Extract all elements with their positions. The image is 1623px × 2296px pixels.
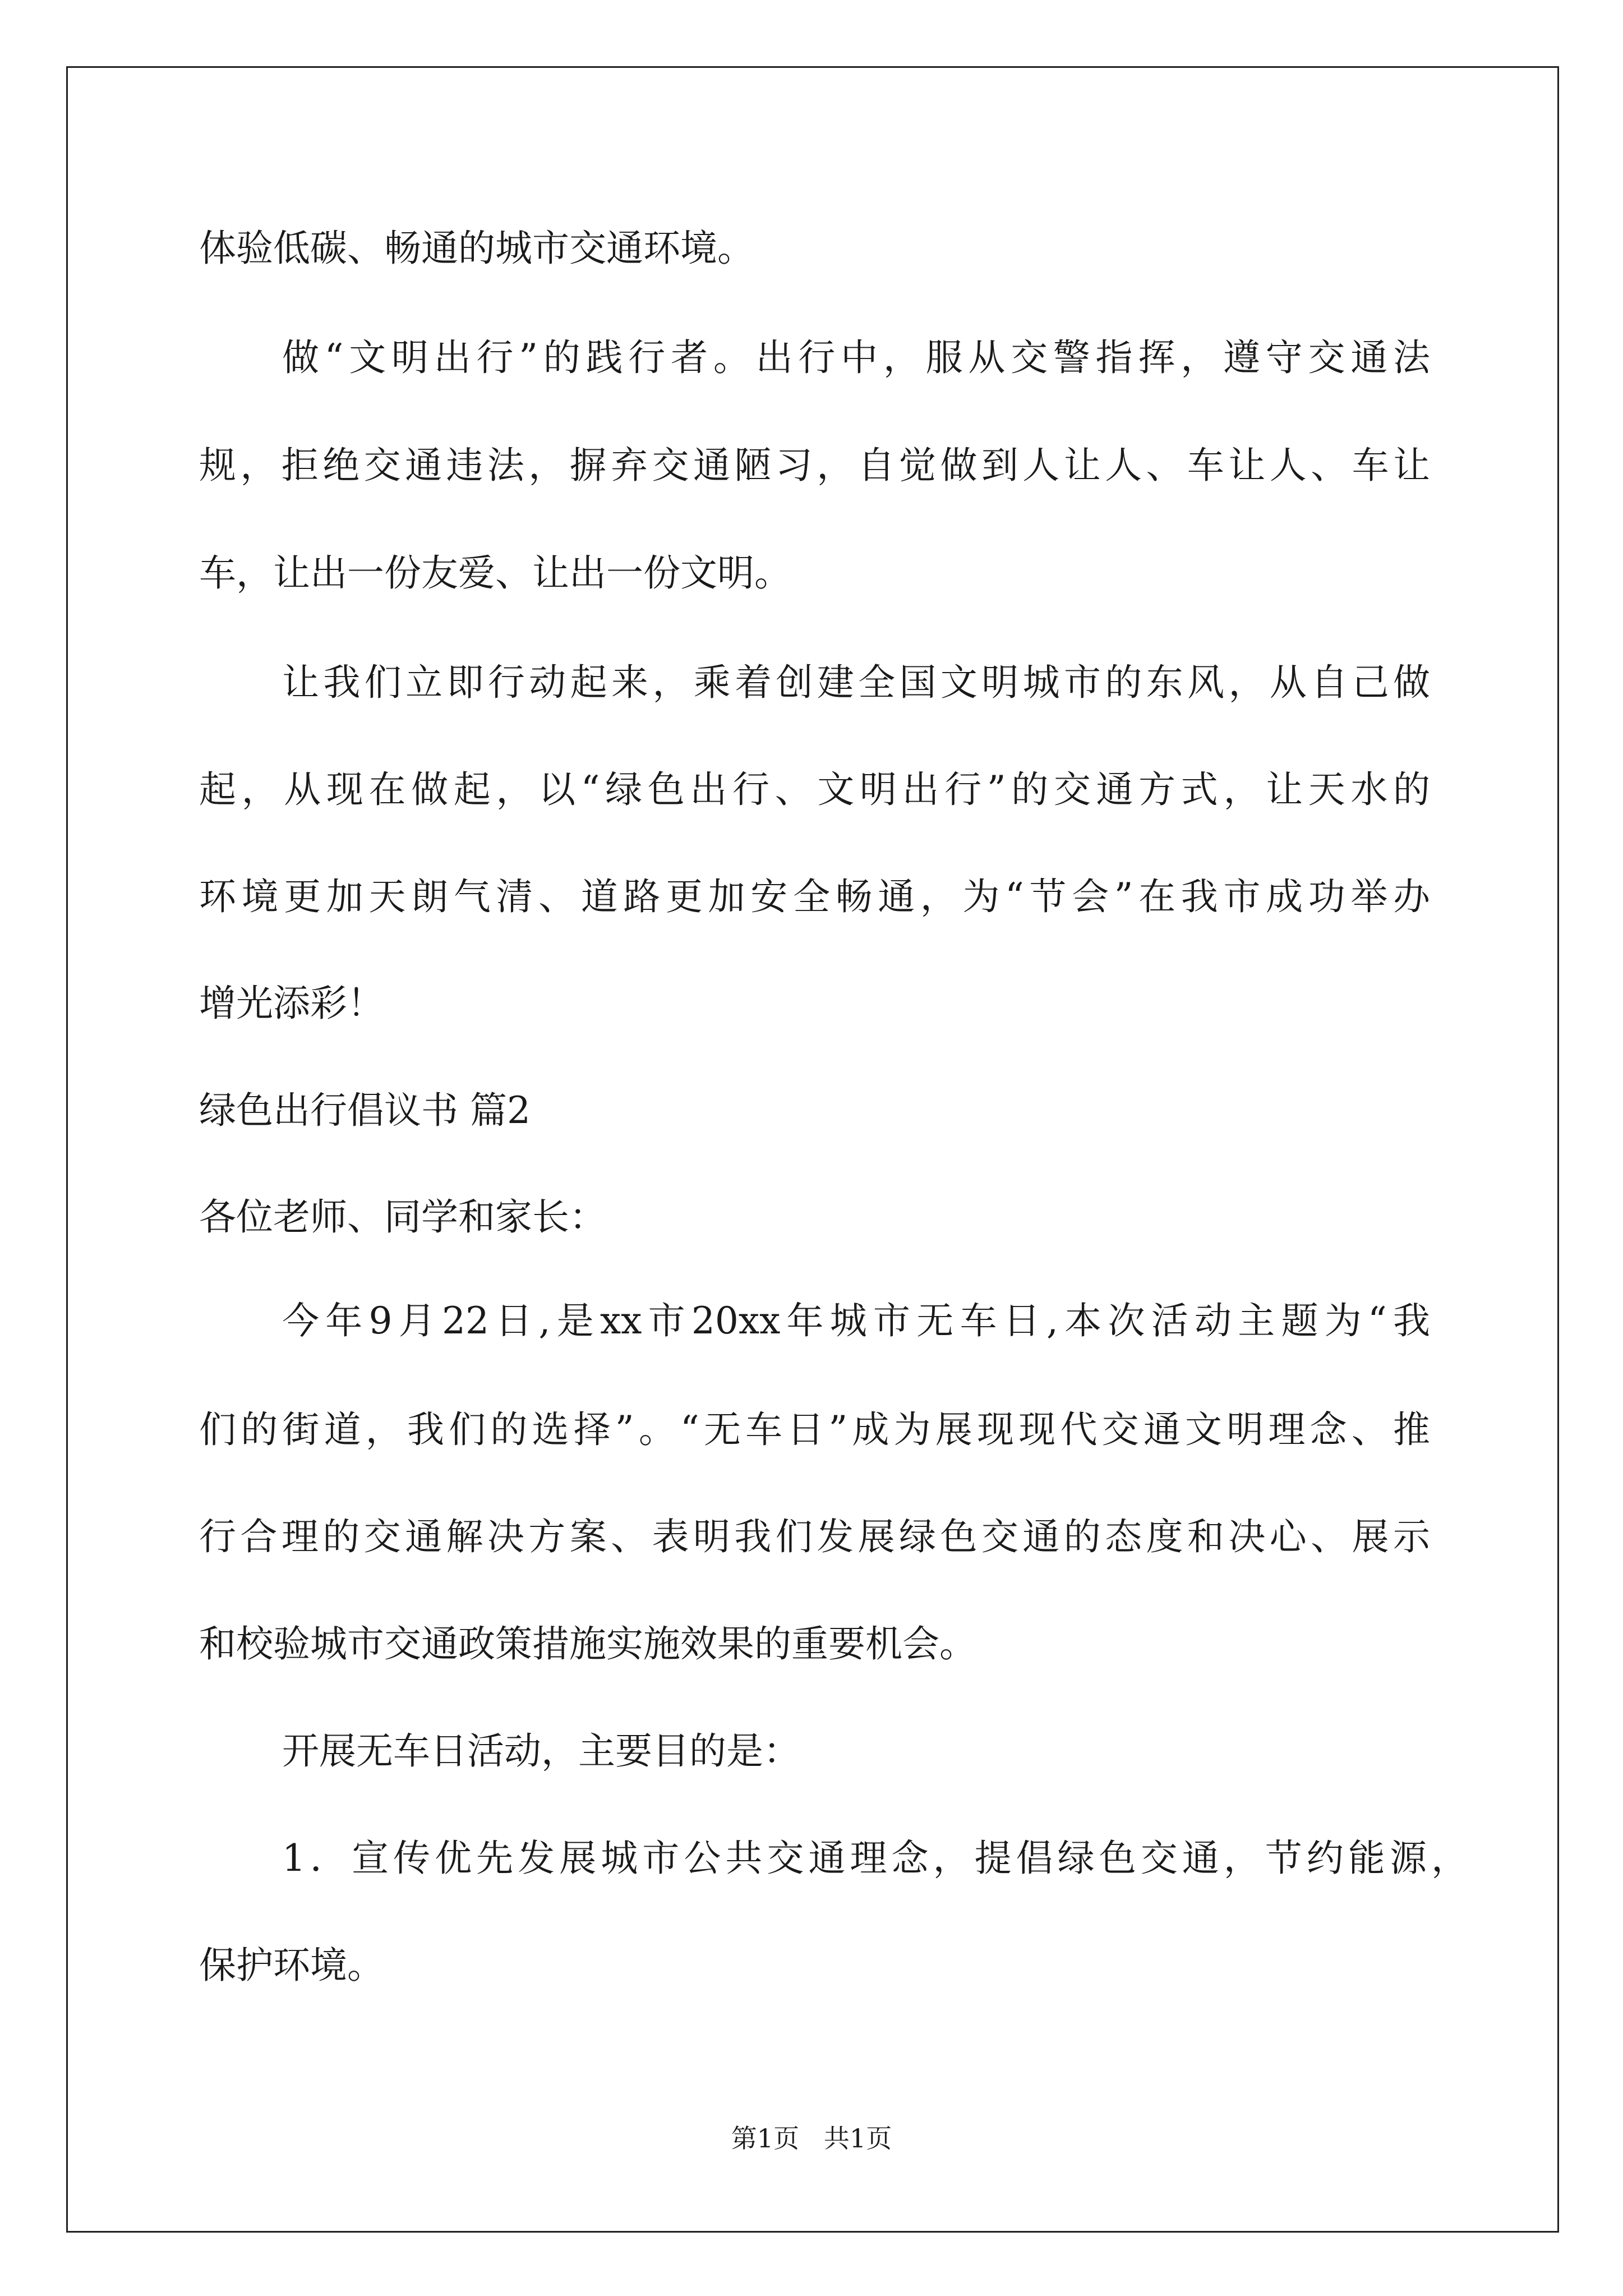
page-footer: 第1页 共1页 (731, 2123, 892, 2154)
section-heading: 绿色出行倡议书 篇2 (199, 1089, 531, 1132)
paragraph-line: 体验低碳、畅通的城市交通环境。 (199, 227, 754, 270)
list-item-line: 保护环境。 (199, 1944, 384, 1987)
paragraph-line: 增光添彩！ (199, 982, 384, 1025)
paragraph-line: 让我们立即行动起来，乘着创建全国文明城市的东风，从自己做 (282, 661, 1430, 704)
salutation: 各位老师、同学和家长： (199, 1195, 606, 1239)
paragraph-line: 起，从现在做起，以“绿色出行、文明出行”的交通方式，让天水的 (199, 768, 1430, 811)
paragraph-line: 做“文明出行”的践行者。出行中，服从交警指挥，遵守交通法 (282, 336, 1430, 379)
paragraph-line: 行合理的交通解决方案、表明我们发展绿色交通的态度和决心、展示 (199, 1515, 1430, 1558)
paragraph-line: 规，拒绝交通违法，摒弃交通陋习，自觉做到人让人、车让人、车让 (199, 444, 1430, 487)
paragraph-line: 今年9月22日,是xx市20xx年城市无车日,本次活动主题为“我 (282, 1299, 1430, 1342)
paragraph-line: 车，让出一份友爱、让出一份文明。 (199, 551, 791, 595)
paragraph-line: 们的街道，我们的选择”。“无车日”成为展现现代交通文明理念、推 (199, 1408, 1430, 1451)
paragraph-line: 环境更加天朗气清、道路更加安全畅通，为“节会”在我市成功举办 (199, 875, 1430, 918)
page-border (66, 66, 1559, 2233)
list-item-line: 1．宣传优先发展城市公共交通理念，提倡绿色交通，节约能源， (282, 1837, 1468, 1880)
paragraph-line: 和校验城市交通政策措施实施效果的重要机会。 (199, 1622, 976, 1665)
paragraph-line: 开展无车日活动，主要目的是： (282, 1729, 800, 1773)
